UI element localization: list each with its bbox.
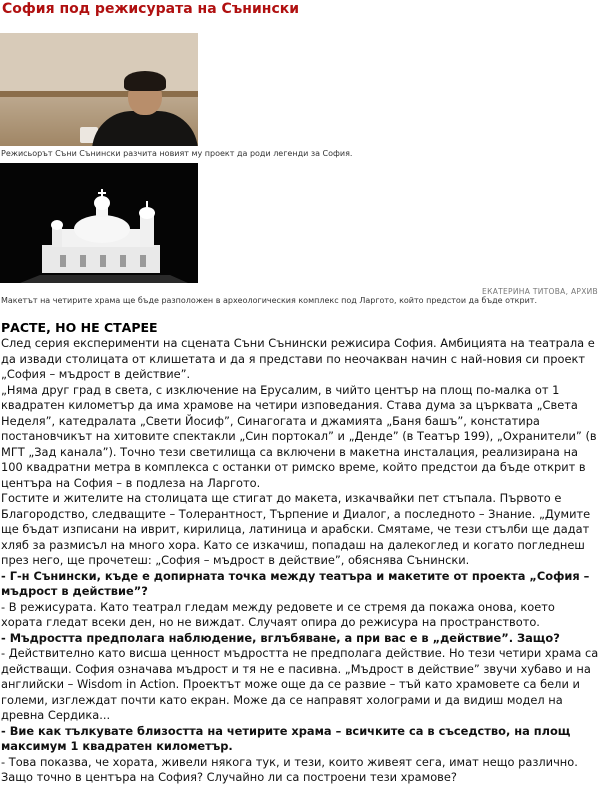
- interview-answer: - В режисурата. Като театрал гледам между редовете и се стремя да покажа онова, което хората гледат всеки ден, но не виждат. Случаят опира до режисура на пространството.: [1, 599, 555, 629]
- article-subhead: РАСТЕ, НО НЕ СТАРЕЕ: [1, 320, 158, 335]
- temple-model-photo: [0, 163, 198, 283]
- interview-question: - Г-н Сънински, къде е допирната точка между театъра и макетите от проекта „София – мъдрост в действие”?: [1, 568, 590, 598]
- interview-question: - Вие как тълкувате близостта на четирите храма – всичките са в съседство, на площ максимум 1 квадратен километър.: [1, 723, 571, 753]
- photo-credit: ЕКАТЕРИНА ТИТОВА, АРХИВ: [482, 287, 598, 296]
- interview-answer: - Действително като висша ценност мъдростта не предполага действие. Но тези четири храма са действащи. София означава мъдрост и тя не е пасивна. „Мъдрост в действие” звучи хубаво и на английски – Wisdom in Action. Проектът може още да се развие – тъй като храмовете са бели и големи, изглеждат почти като екран. Може да се направят холограми и да видиш модел на древна Сердика...: [1, 646, 599, 722]
- article-headline: София под режисурата на Сънински: [2, 1, 300, 17]
- director-photo-caption: Режисьорът Съни Сънински разчита новият му проект да роди легенди за София.: [1, 149, 353, 158]
- interview-question: - Мъдростта предполага наблюдение, вглъбяване, а при вас е в „действие”. Защо?: [1, 630, 560, 645]
- director-photo: [0, 33, 198, 146]
- paragraph: „Няма друг град в света, с изключение на Ерусалим, в чийто център на площ по-малка от 1 квадратен километър да има храмове на четири изповедания. Става дума за църквата „Света Неделя”, катедралата „Свети Йосиф”, Синагогата и джамията „Баня башъ”, констатира постановчикът на хитовите спектакли „Син портокал” и „Денде” (в Театър 199), „Охранители” (в МГТ „Зад канала”). Точно тези светилища са включени в макетна инсталация, реализирана на 100 квадратни метра в комплекса с останки от римско време, който предстои да бъде открит в центъра на София – в подлеза на Ларгото.: [1, 382, 597, 490]
- interview-answer: - Това показва, че хората, живели някога тук, и тези, които живеят сега, имат нещо различно. Защо точно в центъра на София? Случайно ли са построени тези храмове?: [1, 754, 578, 784]
- paragraph: След серия експерименти на сцената Съни Сънински режисира София. Амбицията на театрала е да извади столицата от клишетата и да я представи по неочакван начин с най-новия си проект „София – мъдрост в действие”.: [1, 336, 595, 381]
- paragraph: Гостите и жителите на столицата ще стигат до макета, изкачвайки пет стъпала. Първото е Благородство, следващите – Толерантност, Търпение и Диалог, а последното – Знание. „Думите ще бъдат изписани на иврит, кирилица, латиница и арабски. Смятаме, че тези стълби ще дадат хляб за размисъл на много хора. Като се изкачиш, попадаш на далекоглед и когато погледнеш през него, ще прочетеш: „София – мъдрост в действие”, обяснява Сънински.: [1, 491, 591, 567]
- article-body: [1, 336, 599, 786]
- temple-model-caption: Макетът на четирите храма ще бъде разположен в археологическия комплекс под Ларгото, който предстои да бъде открит.: [1, 296, 537, 305]
